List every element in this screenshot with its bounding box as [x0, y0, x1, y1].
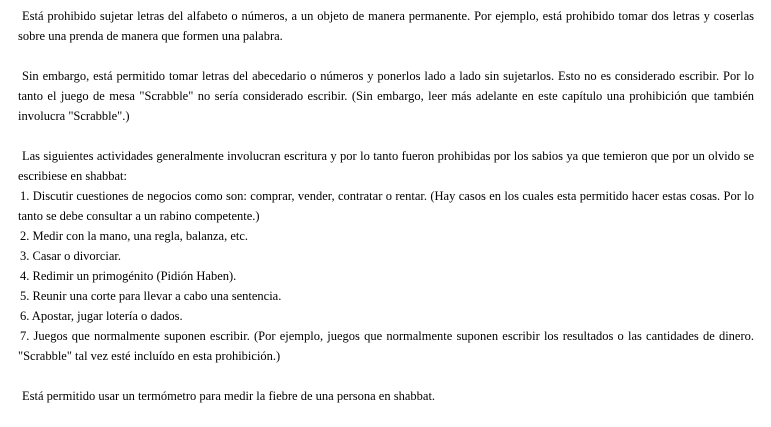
document-body: [18, 6, 754, 406]
list-item: 6. Apostar, jugar lotería o dados.: [20, 309, 183, 323]
paragraph-letters-prohibited: Está prohibido sujetar letras del alfabeto o números, a un objeto de manera permanente. Por ejemplo, está prohibido tomar dos letras y coserlas sobre una prenda de manera que formen una palabra.: [18, 9, 754, 43]
list-item: 2. Medir con la mano, una regla, balanza, etc.: [20, 229, 249, 243]
list-item: 5. Reunir una corte para llevar a cabo una sentencia.: [20, 289, 282, 303]
paragraph-spacer: [18, 126, 754, 146]
paragraph-scrabble-allowed: Sin embargo, está permitido tomar letras del abecedario o números y ponerlos lado a lado sin sujetarlos. Esto no es considerado escribir. Por lo tanto el juego de mesa "Scrabble" no sería considerado escribir. (Sin embargo, leer más adelante en este capítulo una prohibición que también involucra "Scrabble".): [18, 69, 754, 123]
list-item: 3. Casar o divorciar.: [20, 249, 122, 263]
paragraph-spacer: [18, 46, 754, 66]
list-item: 7. Juegos que normalmente suponen escribir. (Por ejemplo, juegos que normalmente suponen escribir los resultados o las cantidades de dinero. "Scrabble" tal vez esté incluído en esta prohibición.): [18, 329, 754, 363]
paragraph-prohibited-activities-intro: Las siguientes actividades generalmente involucran escritura y por lo tanto fueron prohibidas por los sabios ya que temieron que por un olvido se escribiese en shabbat:: [18, 149, 754, 183]
paragraph-thermometer-allowed: Está permitido usar un termómetro para medir la fiebre de una persona en shabbat.: [22, 389, 436, 403]
prohibited-activities-list: [18, 186, 754, 366]
paragraph-spacer: [18, 366, 754, 386]
list-item: 1. Discutir cuestiones de negocios como son: comprar, vender, contratar o rentar. (Hay casos en los cuales esta permitido hacer estas cosas. Por lo tanto se debe consultar a un rabino competente.): [18, 189, 754, 223]
list-item: 4. Redimir un primogénito (Pidión Haben).: [20, 269, 237, 283]
